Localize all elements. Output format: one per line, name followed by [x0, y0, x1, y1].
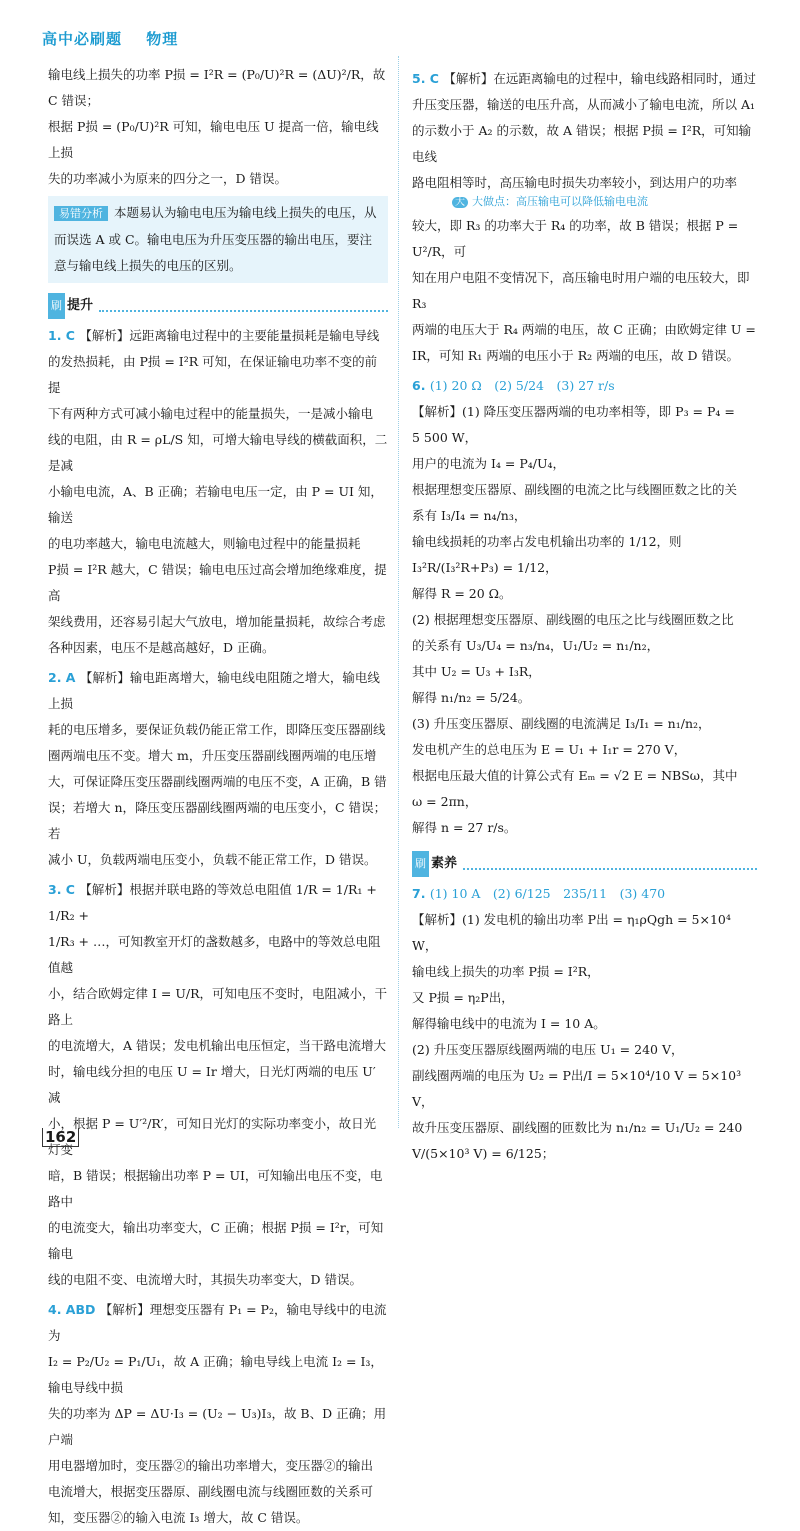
question-number: 7. — [412, 886, 430, 901]
text-line: 较大，即 R₃ 的功率大于 R₄ 的功率，故 B 错误；根据 P = U²/R，可 — [412, 218, 739, 259]
note-icon: 大 — [452, 197, 468, 208]
text-line: 根据理想变压器原、副线圈的电流之比与线圈匝数之比的关 — [412, 482, 738, 497]
section-tisheng — [48, 293, 388, 319]
text-line: 小输电电流，A、B 正确；若输电电压一定，由 P = UI 知，输送 — [48, 484, 383, 525]
text-line: 两端的电压大于 R₄ 两端的电压，故 C 正确；由欧姆定律 U = — [412, 322, 756, 337]
question-2 — [48, 665, 388, 873]
text-line: 下有两种方式可减小输电过程中的能量损失，一是减小输电 — [48, 406, 374, 421]
error-analysis-box — [48, 196, 388, 283]
text-line: 的电流变大，输出功率变大，C 正确；根据 P损 = I²r，可知输电 — [48, 1220, 384, 1261]
text-line: 圈两端电压不变。增大 m，升压变压器副线圈两端的电压增 — [48, 748, 377, 763]
intro-block — [48, 62, 388, 192]
column-divider — [398, 56, 399, 1128]
text-line: 知，变压器②的输入电流 I₃ 增大，故 C 错误。 — [48, 1510, 309, 1525]
text-line: 大，可保证降压变压器副线圈两端的电压不变，A 正确，B 错 — [48, 774, 387, 789]
note-line — [452, 194, 757, 211]
text-line: 其中 U₂ = U₃ + I₃R， — [412, 664, 541, 679]
text-line: 【解析】远距离输电过程中的主要能量损耗是输电导线 — [79, 328, 380, 343]
text-line: 5 500 W， — [412, 430, 478, 445]
section-icon: 刷 — [48, 293, 65, 319]
text-line: 小，结合欧姆定律 I = U/R，可知电压不变时，电阻减小，干路上 — [48, 986, 387, 1027]
question-head — [48, 665, 388, 717]
text-line: 架线费用，还容易引起大气放电，增加能量损耗，故综合考虑 — [48, 614, 386, 629]
text-line: 小，根据 P = U′²/R′，可知日光灯的实际功率变小，故日光灯变 — [48, 1116, 377, 1157]
text-line: 【解析】(1) 发电机的输出功率 P出 = η₁ρQgh = 5×10⁴ W， — [412, 912, 731, 953]
left-column — [48, 62, 388, 1531]
question-head — [412, 373, 757, 399]
text-line: 误；若增大 n，降压变压器副线圈两端的电压变小，C 错误；若 — [48, 800, 387, 841]
question-number: 3. C — [48, 882, 80, 897]
question-3 — [48, 877, 388, 1293]
text-line: 根据 P损 = (P₀/U)²R 可知，输电电压 U 提高一倍，输电线上损 — [48, 119, 379, 160]
section-dots — [463, 858, 757, 870]
text-line: 路电阻相等时，高压输电时损失功率较小，到达用户的功率 — [412, 175, 738, 190]
section-title: 提升 — [67, 298, 94, 313]
question-number: 4. ABD — [48, 1302, 100, 1317]
question-head — [412, 66, 757, 92]
text-line: 的发热损耗，由 P损 = I²R 可知，在保证输电功率不变的前提 — [48, 354, 378, 395]
question-7 — [412, 881, 757, 1167]
text-line: 各种因素，电压不是越高越好，D 正确。 — [48, 640, 275, 655]
text-line: 【解析】在远距离输电的过程中，输电线路相同时，通过 — [443, 71, 756, 86]
text-line: 1/R₃ + …，可知教室开灯的盏数越多，电路中的等效总电阻值越 — [48, 934, 381, 975]
question-1 — [48, 323, 388, 661]
question-number: 6. — [412, 378, 430, 393]
right-column — [412, 62, 757, 1167]
text-line: 的示数小于 A₂ 的示数，故 A 错误；根据 P损 = I²R，可知输电线 — [412, 123, 752, 164]
section-icon: 刷 — [412, 851, 429, 877]
text-line: I₂ = P₂/U₂ = P₁/U₁，故 A 正确；输电导线上电流 I₂ = I₃，输电导线中损 — [48, 1354, 383, 1395]
text-line: 输电线上损失的功率 P损 = I²R， — [412, 964, 600, 979]
text-line: 发电机产生的总电压为 E = U₁ + I₁r = 270 V， — [412, 742, 687, 757]
text-line: (2) 升压变压器原线圈两端的电压 U₁ = 240 V， — [412, 1042, 684, 1057]
section-dots — [99, 300, 388, 312]
text-line: 减小 U，负载两端电压变小，负载不能正常工作，D 错误。 — [48, 852, 377, 867]
text-line: 【解析】根据并联电路的等效总电阻值 1/R = 1/R₁ + 1/R₂ + — [48, 882, 377, 923]
section-title: 素养 — [431, 856, 458, 871]
page-header — [42, 28, 196, 49]
question-head — [48, 1297, 388, 1349]
question-4 — [48, 1297, 388, 1531]
text-line: 输电线损耗的功率占发电机输出功率的 1/12，则 I₃²R/(I₃²R+P₃) = 1/12， — [412, 534, 682, 575]
text-line: 解得 n₁/n₂ = 5/24。 — [412, 690, 531, 705]
error-analysis-text: 本题易认为输电电压为输电线上损失的电压，从而误选 A 或 C。输电电压为升压变压器的输出电压，要注意与输电线上损失的电压的区别。 — [54, 205, 377, 273]
text-line: 线的电阻不变、电流增大时，其损失功率变大，D 错误。 — [48, 1272, 362, 1287]
text-line: (3) 升压变压器原、副线圈的电流满足 I₃/I₁ = n₁/n₂， — [412, 716, 711, 731]
text-line: 线的电阻，由 R = ρL/S 知，可增大输电导线的横截面积，二是减 — [48, 432, 388, 473]
book-title: 高中必刷题 — [42, 30, 123, 48]
text-line: 【解析】理想变压器有 P₁ = P₂，输电导线中的电流为 — [48, 1302, 387, 1343]
question-number: 2. A — [48, 670, 80, 685]
section-suyang — [412, 851, 757, 877]
text-line: 失的功率减小为原来的四分之一，D 错误。 — [48, 171, 287, 186]
text-line: (2) 根据理想变压器原、副线圈的电压之比与线圈匝数之比 — [412, 612, 734, 627]
text-line: 用户的电流为 I₄ = P₄/U₄， — [412, 456, 566, 471]
text-line: 暗，B 错误；根据输出功率 P = UI，可知输出电压不变，电路中 — [48, 1168, 383, 1209]
text-line: 的电流增大，A 错误；发电机输出电压恒定，当干路电流增大 — [48, 1038, 387, 1053]
text-line: 又 P损 = η₂P出， — [412, 990, 514, 1005]
text-line: 知在用户电阻不变情况下，高压输电时用户端的电压较大，即 R₃ — [412, 270, 750, 311]
subject-title: 物理 — [146, 30, 179, 48]
text-line: 时，输电线分担的电压 U = Ir 增大，日光灯两端的电压 U′减 — [48, 1064, 376, 1105]
text-line: IR，可知 R₁ 两端的电压小于 R₂ 两端的电压，故 D 错误。 — [412, 348, 740, 363]
text-line: ω = 2πn， — [412, 794, 478, 809]
text-line: 的电功率越大，输电电流越大，则输电过程中的能量损耗 — [48, 536, 361, 551]
question-6 — [412, 373, 757, 841]
text-line: 用电器增加时，变压器②的输出功率增大，变压器②的输出 — [48, 1458, 374, 1473]
text-line: 解得输电线中的电流为 I = 10 A。 — [412, 1016, 606, 1031]
error-analysis-label: 易错分析 — [54, 206, 108, 221]
text-line: 系有 I₃/I₄ = n₄/n₃， — [412, 508, 527, 523]
question-head — [48, 877, 388, 929]
answer-text: (1) 10 A (2) 6/125 235/11 (3) 470 — [429, 886, 666, 901]
text-line: 副线圈两端的电压为 U₂ = P出/I = 5×10⁴/10 V = 5×10³ V， — [412, 1068, 742, 1109]
text-line: 【解析】(1) 降压变压器两端的电功率相等，即 P₃ = P₄ = — [412, 404, 735, 419]
question-5-continued — [412, 213, 757, 369]
page-number: 162 — [42, 1128, 79, 1147]
text-line: 输电线上损失的功率 P损 = I²R = (P₀/U)²R = (ΔU)²/R，故 C 错误； — [48, 67, 386, 108]
question-head — [48, 323, 388, 349]
question-5 — [412, 66, 757, 196]
text-line: 【解析】输电距离增大，输电线电阻随之增大，输电线上损 — [48, 670, 380, 711]
text-line: P损 = I²R 越大，C 错误；输电电压过高会增加绝缘难度，提高 — [48, 562, 387, 603]
text-line: 解得 n = 27 r/s。 — [412, 820, 517, 835]
text-line: 升压变压器，输送的电压升高，从而减小了输电电流，所以 A₁ — [412, 97, 756, 112]
text-line: 电流增大，根据变压器原、副线圈电流与线圈匝数的关系可 — [48, 1484, 374, 1499]
text-line: 根据电压最大值的计算公式有 Eₘ = √2 E = NBSω，其中 — [412, 768, 738, 783]
text-line: 解得 R = 20 Ω。 — [412, 586, 512, 601]
answer-text: (1) 20 Ω (2) 5/24 (3) 27 r/s — [429, 378, 615, 393]
question-number: 1. C — [48, 328, 80, 343]
note-text: 大做点：高压输电可以降低输电电流 — [472, 195, 648, 208]
question-head — [412, 881, 757, 907]
text-line: 的关系有 U₃/U₄ = n₃/n₄，U₁/U₂ = n₁/n₂， — [412, 638, 660, 653]
text-line: 耗的电压增多，要保证负载仍能正常工作，即降压变压器副线 — [48, 722, 386, 737]
text-line: 故升压变压器原、副线圈的匝数比为 n₁/n₂ = U₁/U₂ = 240 V/(5×10³ V) = 6/125； — [412, 1120, 743, 1161]
question-number: 5. C — [412, 71, 444, 86]
text-line: 失的功率为 ΔP = ΔU·I₃ = (U₂ − U₃)I₃，故 B、D 正确；用户端 — [48, 1406, 387, 1447]
